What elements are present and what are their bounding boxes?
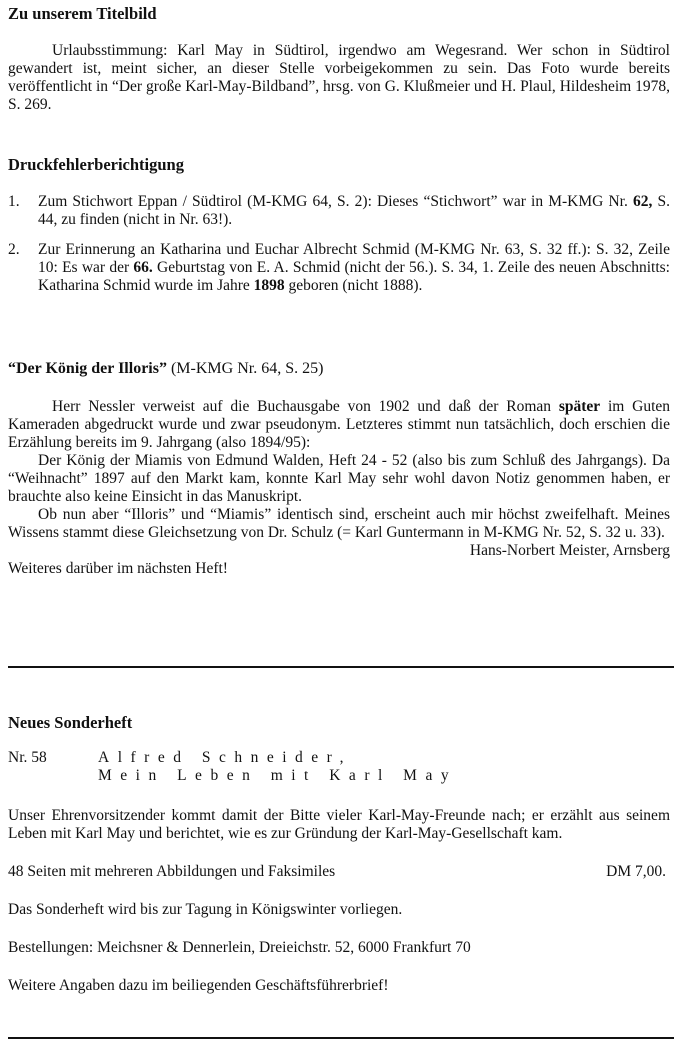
section-illoris xyxy=(8,360,670,578)
illoris-paragraph-3: Ob nun aber “Illoris” und “Miamis” identisch sind, erscheint auch mir höchst zweifelhaft. Meines Wissens stammt diese Gleichsetzung von Dr. Schulz (= Karl Guntermann in M-KMG Nr. 52, S. 32 u. 33). xyxy=(8,506,670,541)
illoris-reference: (M-KMG Nr. 64, S. 25) xyxy=(166,360,324,377)
sonderheft-pages: 48 Seiten mit mehreren Abbildungen und Faksimiles xyxy=(8,863,336,880)
sonderheft-author: Alfred Schneider, xyxy=(98,749,353,766)
sonderheft-title: Mein Leben mit Karl May xyxy=(98,767,458,784)
illoris-signature: Hans-Norbert Meister, Arnsberg xyxy=(469,542,670,559)
illoris-paragraph-2: Der König der Miamis von Edmund Walden, Heft 24 - 52 (also bis zum Schluß des Jahrgangs). Da “Weihnacht” 1897 auf den Markt kam, konnte Karl May sehr wohl davon Notiz genommen haben, er brauchte also keine Einsicht in das Manuskript. xyxy=(8,452,670,505)
sonderheft-title-lines xyxy=(98,749,457,785)
sonderheft-price-row xyxy=(8,863,670,881)
titelbild-text: Urlaubsstimmung: Karl May in Südtirol, irgendwo am Wegesrand. Wer schon in Südtirol gewandert ist, meint sicher, an dieser Stelle vorbeigekommen zu sein. Das Foto wurde bereits veröffentlicht in “Der große Karl-May-Bildband”, hrsg. von G. Klußmeier und H. Plaul, Hildesheim 1978, S. 269. xyxy=(8,42,670,113)
sonderheft-price: DM 7,00. xyxy=(606,863,666,880)
sonderheft-description: Unser Ehrenvorsitzender kommt damit der Bitte vieler Karl-May-Freunde nach; er erzählt aus seinem Leben mit Karl May und berichtet, wie es zur Gründung der Karl-May-Gesellschaft kam. xyxy=(8,807,670,842)
druckfehler-heading: Druckfehlerberichtigung xyxy=(8,155,184,174)
section-sonderheft xyxy=(8,713,670,995)
illoris-paragraph-1: Herr Nessler verweist auf die Buchausgabe von 1902 und daß der Roman später im Guten Kameraden abgedruckt wurde und zwar pseudonym. Letzteres stimmt nun tatsächlich, doch erschien die Erzählung bereits im 9. Jahrgang (also 1894/95): xyxy=(8,398,671,451)
section-divider xyxy=(8,666,674,668)
sonderheft-heading: Neues Sonderheft xyxy=(8,713,133,732)
list-item-number: 2. xyxy=(8,241,20,258)
sonderheft-more-info: Weitere Angaben dazu im beiliegenden Geschäftsführerbrief! xyxy=(8,977,389,994)
list-item-text: Zur Erinnerung an Katharina und Euchar Albrecht Schmid (M-KMG Nr. 63, S. 32 ff.): S. 32, Zeile 10: Es war der 66. Geburtstag von E. A. Schmid (nicht der 56.). S. 34, 1. Zeile des neuen Abschnitts: Katharina Schmid wurde im Jahre 1898 geboren (nicht 1888). xyxy=(38,241,670,294)
section-divider xyxy=(8,1037,674,1039)
sonderheft-number: Nr. 58 xyxy=(8,749,47,766)
illoris-heading-line xyxy=(8,360,670,378)
list-item xyxy=(8,241,670,295)
titelbild-heading: Zu unserem Titelbild xyxy=(8,4,157,23)
sonderheft-orders: Bestellungen: Meichsner & Dennerlein, Dreieichstr. 52, 6000 Frankfurt 70 xyxy=(8,939,471,956)
sonderheft-title-block xyxy=(8,749,670,785)
sonderheft-availability: Das Sonderheft wird bis zur Tagung in Königswinter vorliegen. xyxy=(8,901,403,918)
section-druckfehler xyxy=(8,155,670,295)
section-titelbild xyxy=(8,4,670,114)
list-item xyxy=(8,193,670,229)
list-item-number: 1. xyxy=(8,193,20,210)
illoris-heading: “Der König der Illoris” xyxy=(8,360,167,377)
illoris-closing: Weiteres darüber im nächsten Heft! xyxy=(8,560,228,577)
list-item-text: Zum Stichwort Eppan / Südtirol (M-KMG 64, S. 2): Dieses “Stichwort” war in M-KMG Nr. 62, S. 44, zu finden (nicht in Nr. 63!). xyxy=(38,193,670,228)
